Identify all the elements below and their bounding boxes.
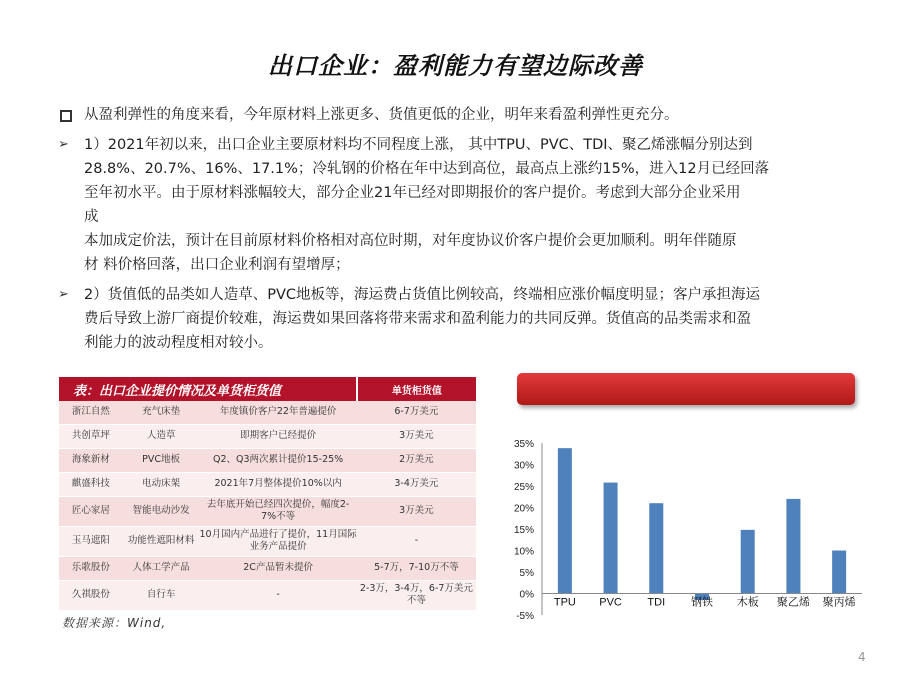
pricing-table	[59, 377, 476, 611]
y-tick-label: 30%	[513, 460, 534, 472]
cell-company: 乐歌股份	[59, 556, 123, 580]
x-tick-label: 聚乙烯	[776, 596, 810, 609]
bullet-line: 利能力的波动程度相对较小。	[84, 335, 273, 351]
y-tick-label: 35%	[513, 439, 534, 450]
table-row	[59, 526, 476, 556]
table-row	[59, 401, 476, 424]
cell-pricing: Q2、Q3两次累计提价15-25%	[199, 448, 356, 472]
cell-company: 麒盛科技	[59, 472, 123, 496]
bullet-line: 本加成定价法，预计在目前原材料价格相对高位时期，对年度协议价客户提价会更加顺利。明年伴随原	[84, 233, 737, 249]
cell-company: 浙江自然	[59, 401, 123, 424]
bullet-raw-materials	[56, 133, 866, 277]
chart-title-banner	[517, 373, 855, 405]
cell-product: 充气床垫	[123, 401, 200, 424]
cell-company: 共创草坪	[59, 424, 123, 448]
table-row	[59, 424, 476, 448]
table-row	[59, 472, 476, 496]
bullet-line: 成	[84, 209, 99, 225]
cell-product: PVC地板	[123, 448, 200, 472]
x-tick-label: PVC	[599, 596, 622, 609]
x-tick-label: 钢铁	[691, 596, 713, 609]
cell-pricing: 即期客户已经提价	[199, 424, 356, 448]
table-title: 表：出口企业提价情况及单货柜货值	[59, 377, 357, 401]
table-row	[59, 556, 476, 580]
arrow-bullet-icon: ➢	[58, 137, 69, 152]
cell-product: 智能电动沙发	[123, 496, 200, 526]
bullet-line: 费后导致上游厂商提价较难，海运费如果回落将带来需求和盈利能力的共同反弹。货值高的品类需求和盈	[84, 311, 751, 327]
y-tick-label: 0%	[519, 589, 534, 601]
bar-5	[786, 499, 800, 594]
arrow-bullet-icon: ➢	[58, 287, 69, 302]
cell-company: 久祺股份	[59, 580, 123, 610]
bullet-summary	[56, 103, 866, 127]
y-tick-label: 20%	[513, 503, 534, 515]
bullet-line: 材 料价格回落，出口企业利润有望增厚；	[84, 257, 350, 273]
cell-value: 3万美元	[357, 496, 476, 526]
bullet-line: 2）货值低的品类如人造草、PVC地板等，海运费占货值比例较高，终端相应涨价幅度明显；客户承担海运	[84, 287, 761, 303]
cell-value: -	[357, 526, 476, 556]
cell-product: 电动床架	[123, 472, 200, 496]
square-bullet-icon	[60, 110, 72, 122]
bullet-low-value-goods	[56, 283, 866, 355]
bullet-line: 28.8%、20.7%、16%、17.1%；冷轧钢的价格在年中达到高位，最高点上涨约15%，进入12月已经回落	[84, 161, 770, 177]
y-tick-label: 5%	[519, 568, 534, 579]
cell-value: 3-4万美元	[357, 472, 476, 496]
cell-pricing: 2C产品暂未提价	[199, 556, 356, 580]
bar-1	[604, 483, 618, 594]
cell-pricing: 10月国内产品进行了提价，11月国际业务产品提价	[199, 526, 356, 556]
slide-title: 出口企业：盈利能力有望边际改善	[268, 52, 643, 80]
x-tick-label: 聚丙烯	[822, 596, 856, 609]
bar-6	[832, 551, 846, 594]
y-tick-label: -5%	[516, 611, 534, 622]
cell-value: 2万美元	[357, 448, 476, 472]
cell-company: 匠心家居	[59, 496, 123, 526]
table-row	[59, 448, 476, 472]
y-tick-label: 15%	[513, 525, 534, 536]
x-tick-label: 木板	[736, 596, 759, 609]
cell-product: 人造草	[123, 424, 200, 448]
data-source-note: 数据来源：Wind,	[62, 616, 167, 630]
cell-product: 自行车	[123, 580, 200, 610]
cell-pricing: 去年底开始已经四次提价，幅度2-7%不等	[199, 496, 356, 526]
cell-pricing: 年度镇价客户22年普遍提价	[199, 401, 356, 424]
cell-value: 2-3万，3-4万，6-7万美元不等	[357, 580, 476, 610]
y-tick-label: 25%	[513, 482, 534, 493]
y-tick-label: 10%	[513, 546, 534, 558]
bar-2	[649, 503, 663, 593]
x-tick-label: TDI	[647, 596, 666, 609]
cell-company: 玉马遮阳	[59, 526, 123, 556]
cell-company: 海象新材	[59, 448, 123, 472]
table-row	[59, 496, 476, 526]
bullet-line: 至年初水平。由于原材料涨幅较大，部分企业21年已经对即期报价的客户提价。考虑到大部分企业采用	[84, 185, 741, 201]
bullet-line: 1）2021年初以来，出口企业主要原材料均不同程度上涨， 其中TPU、PVC、TDI、聚乙烯涨幅分别达到	[84, 137, 753, 153]
cell-pricing: -	[199, 580, 356, 610]
bullet-list	[56, 103, 866, 355]
cell-product: 人体工学产品	[123, 556, 200, 580]
cell-value: 5-7万，7-10万不等	[357, 556, 476, 580]
raw-material-price-chart	[492, 425, 872, 630]
table-header-value: 单货柜货值	[357, 377, 476, 401]
bullet-text: 从盈利弹性的角度来看，今年原材料上涨更多、货值更低的企业，明年来看盈利弹性更充分。	[84, 107, 679, 123]
table-row	[59, 580, 476, 610]
bar-4	[741, 530, 755, 594]
page-number: 4	[858, 650, 866, 664]
x-tick-label: TPU	[553, 596, 576, 609]
cell-value: 6-7万美元	[357, 401, 476, 424]
cell-product: 功能性遮阳材料	[123, 526, 200, 556]
bar-0	[558, 448, 572, 593]
cell-value: 3万美元	[357, 424, 476, 448]
cell-pricing: 2021年7月整体提价10%以内	[199, 472, 356, 496]
